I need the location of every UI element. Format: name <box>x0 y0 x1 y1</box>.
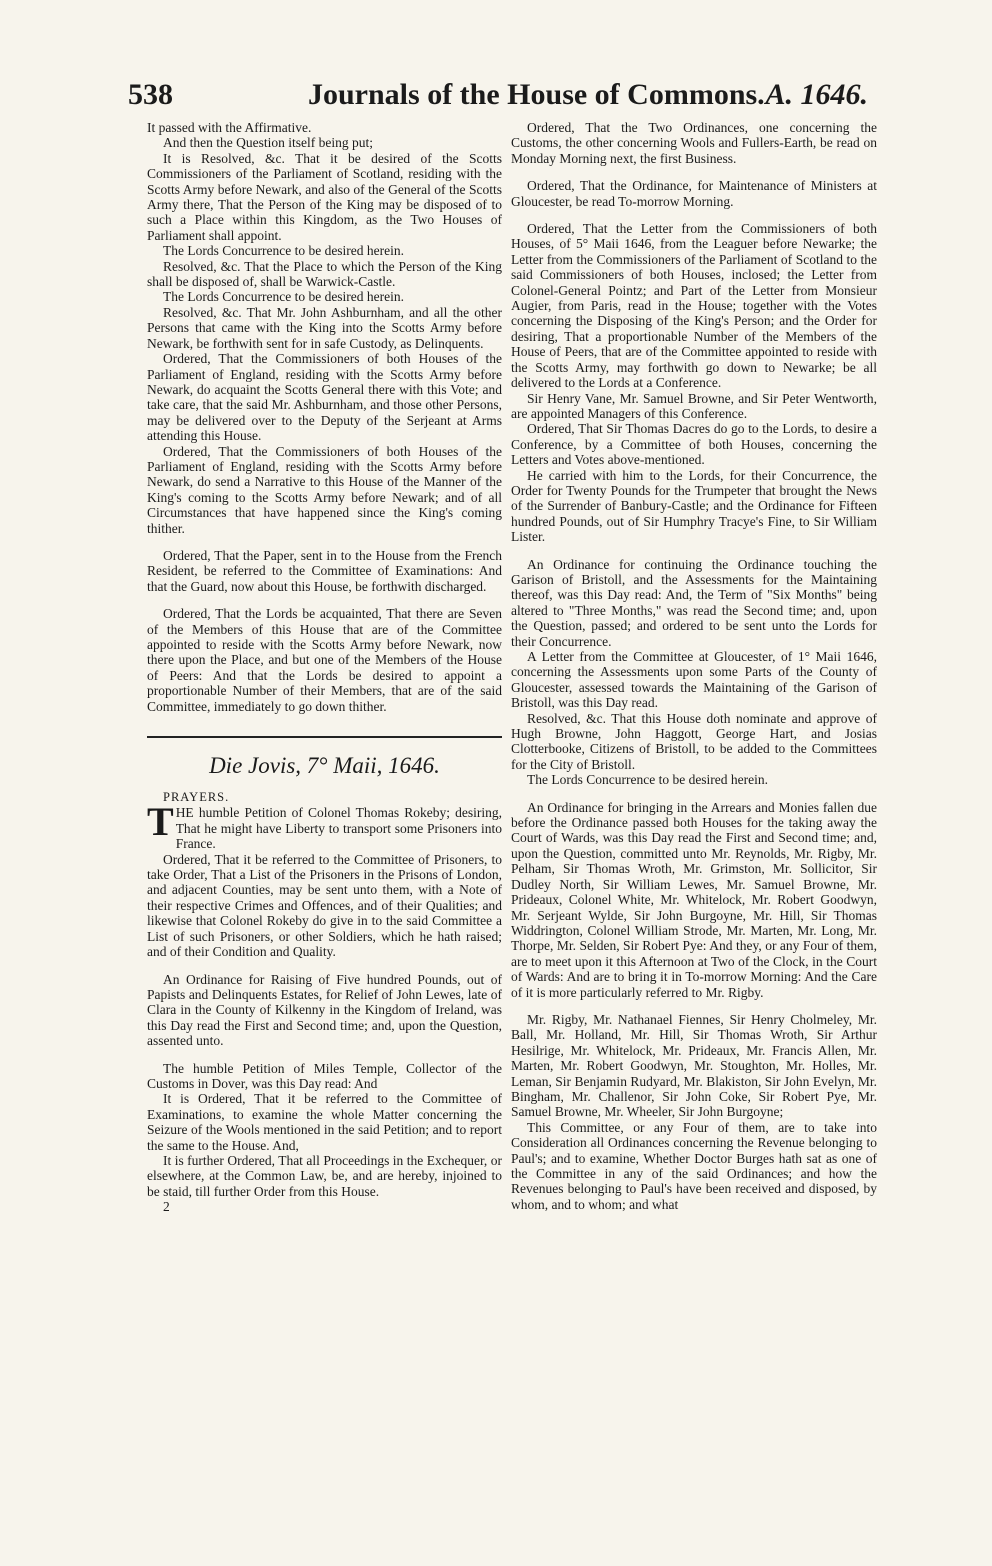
paragraph: It is further Ordered, That all Proceedings in the Exchequer, or elsewhere, at the Common Law, be, and are hereby, injoined to be staid, till further Order from this House. <box>147 1152 502 1199</box>
paragraph: Ordered, That Sir Thomas Dacres do go to the Lords, to desire a Conference, by a Committee of both Houses, concerning the Letters and Votes above-mentioned. <box>511 421 877 468</box>
page-number: 538 <box>128 78 173 111</box>
paragraph: This Committee, or any Four of them, are to take into Consideration all Ordinances concerning the Revenue belonging to Paul's; and to examine, Whether Doctor Burges hath sat as one of the Committee in any of the said Ordinances; and how the Revenues belonging to Paul's have been received and disposed, by whom, and to whom; and what <box>511 1119 877 1212</box>
paragraph: Ordered, That the Commissioners of both Houses of the Parliament of England, residing with the Scotts Army before Newark, do send a Narrative to this House of the Manner of the King's coming to the Scotts Army before Newark; and of all Circumstances that have happened since the King's coming thither. <box>147 443 502 536</box>
paragraph: Ordered, That the Paper, sent in to the House from the French Resident, be referred to the Committee of Examinations: And that the Guard, now about this House, be forthwith discharged. <box>147 547 502 594</box>
paragraph: The Lords Concurrence to be desired herein. <box>163 243 405 259</box>
section-rule <box>147 736 502 738</box>
paragraph: An Ordinance for bringing in the Arrears and Monies fallen due before the Ordinance passed both Houses for the taking away the Court of Wards, was this Day read the First and Second time; and, upon the Question, committed unto Mr. Reynolds, Mr. Rigby, Mr. Pelham, Sir Thomas Wroth, Mr. Grimston, Mr. Sollicitor, Sir Dudley North, Sir William Lewes, Mr. Samuel Browne, Mr. Prideaux, Colonel White, Mr. Whitelock, Mr. Robert Goodwyn, Mr. Serjeant Wylde, Sir John Burgoyne, Mr. Hill, Sir Thomas Widdrington, Colonel William Strode, Mr. Marten, Mr. Long, Mr. Thorpe, Mr. Selden, Sir Robert Pye: And they, or any Four of them, are to meet upon it this Afternoon at Two of the Clock, in the Court of Wards: And are to bring it in To-morrow Morning: And the Care of it is more particularly referred to Mr. Rigby. <box>511 799 877 1000</box>
paragraph: Ordered, That the Two Ordinances, one concerning the Customs, the other concerning Wools and Fullers-Earth, be read on Monday Morning next, the first Business. <box>511 120 877 166</box>
paragraph: And then the Question itself being put; <box>163 135 373 151</box>
paragraph: Resolved, &c. That the Place to which the Person of the King shall be disposed of, shall be Warwick-Castle. <box>147 258 502 290</box>
paragraph: Ordered, That the Letter from the Commissioners of both Houses, of 5° Maii 1646, from the Leaguer before Newarke; the Letter from the Commissioners of the Parliament of Scotland to the said Commissioners of both Houses, inclosed; the Letter from Colonel-General Pointz; and Part of the Letter from Monsieur Augier, from Paris, read in the House; together with the Votes concerning the Disposing of the King's Person; and the Order for desiring, That a proportionable Number of the Members of the House of Peers, that are of the Committee appointed to reside with the Scotts Army, may forthwith go down to Newarke; be all delivered to the Lords at a Conference. <box>511 221 877 391</box>
paragraph: The Lords Concurrence to be desired herein. <box>527 772 769 788</box>
paragraph: Mr. Rigby, Mr. Nathanael Fiennes, Sir Henry Cholmeley, Mr. Ball, Mr. Holland, Mr. Hill, Sir Thomas Wroth, Sir Arthur Hesilrige, Mr. Whitelock, Mr. Prideaux, Mr. Francis Allen, Mr. Marten, Mr. Robert Goodwyn, Mr. Stoughton, Mr. Holles, Mr. Leman, Sir Benjamin Rudyard, Mr. Blakiston, Sir John Evelyn, Mr. Bingham, Mr. Challenor, Sir John Coke, Sir Robert Pye, Mr. Samuel Browne, Mr. Wheeler, Sir John Burgoyne; <box>511 1011 877 1120</box>
right-column <box>511 120 877 1212</box>
drop-capital: T <box>147 799 174 845</box>
left-column <box>147 120 502 1215</box>
paragraph: An Ordinance for continuing the Ordinance touching the Garison of Bristoll, and the Assessments for the Maintaining thereof, was this Day read: And, the Term of "Six Months" being altered to "Three Months," was read the Second time; and, upon the Question, passed; and ordered to be sent unto the Lords for their Concurrence. <box>511 556 877 649</box>
paragraph: It passed with the Affirmative. <box>147 120 312 135</box>
paragraph: Sir Henry Vane, Mr. Samuel Browne, and Sir Peter Wentworth, are appointed Managers of this Conference. <box>511 390 877 421</box>
running-title: Journals of the House of Commons. <box>308 78 765 111</box>
paragraph: A Letter from the Committee at Gloucester, of 1° Maii 1646, concerning the Assessments upon some Parts of the County of Gloucester, assessed towards the Maintaining of the Garison of Bristoll, was this Day read. <box>511 649 877 711</box>
paragraph: It is Resolved, &c. That it be desired of the Scotts Commissioners of the Parliament of Scotland, residing with the Scotts Army before Newark, and also of the General of the Scotts Army there, That the Person of the King may be disposed of to such a Place within this Kingdom, as the Two Houses of Parliament shall appoint. <box>147 150 502 243</box>
prayers-heading: PRAYERS. <box>163 790 230 805</box>
paragraph <box>147 799 502 852</box>
paragraph: It is Ordered, That it be referred to the Committee of Examinations, to examine the whole Matter concerning the Seizure of the Wools mentioned in the said Petition; and to report the same to the House. And, <box>147 1091 502 1153</box>
page-header <box>128 78 868 118</box>
paragraph: He carried with him to the Lords, for their Concurrence, the Order for Twenty Pounds for the Trumpeter that brought the News of the Surrender of Banbury-Castle; and the Ordinance for Fifteen hundred Pounds, out of Sir Humphry Tracye's Fine, to Sir William Lister. <box>511 467 877 545</box>
paragraph: Ordered, That the Lords be acquainted, That there are Seven of the Members of this House that are of the Committee appointed to reside with the Scotts Army before Newark, now there upon the Place, and but one of the Members of the House of Peers: And that the Lords be desired to appoint a proportionable Number of their Members, that are of the said Committee, immediately to go down thither. <box>147 606 502 714</box>
paragraph-text: HE humble Petition of Colonel Thomas Rokeby; desiring, That he might have Liberty to transport some Prisoners into France. <box>175 805 502 852</box>
paragraph: The humble Petition of Miles Temple, Collector of the Customs in Dover, was this Day read: And <box>147 1060 502 1091</box>
year-heading: A. 1646. <box>765 78 868 111</box>
paragraph: Ordered, That the Commissioners of both Houses of the Parliament of England, residing with the Scotts Army before Newark, do acquaint the Scotts General there with this Vote; and take care, that the said Mr. Ashburnham, and those other Persons, may be delivered over to the Deputy of the Serjeant at Arms attending this House. <box>147 351 502 444</box>
paragraph: An Ordinance for Raising of Five hundred Pounds, out of Papists and Delinquents Estates, for Relief of John Lewes, late of Clara in the County of Kilkenny in the Kingdom of Ireland, was this Day read the First and Second time; and, upon the Question, assented unto. <box>147 971 502 1049</box>
paragraph: The Lords Concurrence to be desired herein. <box>163 289 405 305</box>
signature-mark: 2 <box>163 1199 170 1215</box>
paragraph: Resolved, &c. That Mr. John Ashburnham, and all the other Persons that came with the King into the Scotts Army before Newark, be forthwith sent for in safe Custody, as Delinquents. <box>147 304 502 351</box>
paragraph: Ordered, That it be referred to the Committee of Prisoners, to take Order, That a List of the Prisoners in the Prisons of London, and adjacent Counties, may be sent unto them, with a Note of their respective Crimes and Offences, and of their Qualities; and likewise that Colonel Rokeby do give in to the said Committee a List of such Prisoners, or other Soldiers, which he hath raised; and of their Condition and Quality. <box>147 851 502 960</box>
day-heading: Die Jovis, 7° Maii, 1646. <box>209 753 440 779</box>
paragraph: Resolved, &c. That this House doth nominate and approve of Hugh Browne, John Haggott, George Hart, and Josias Clotterbooke, Citizens of Bristoll, to be added to the Committees for the City of Bristoll. <box>511 710 877 772</box>
paragraph: Ordered, That the Ordinance, for Maintenance of Ministers at Gloucester, be read To-morrow Morning. <box>511 178 877 209</box>
